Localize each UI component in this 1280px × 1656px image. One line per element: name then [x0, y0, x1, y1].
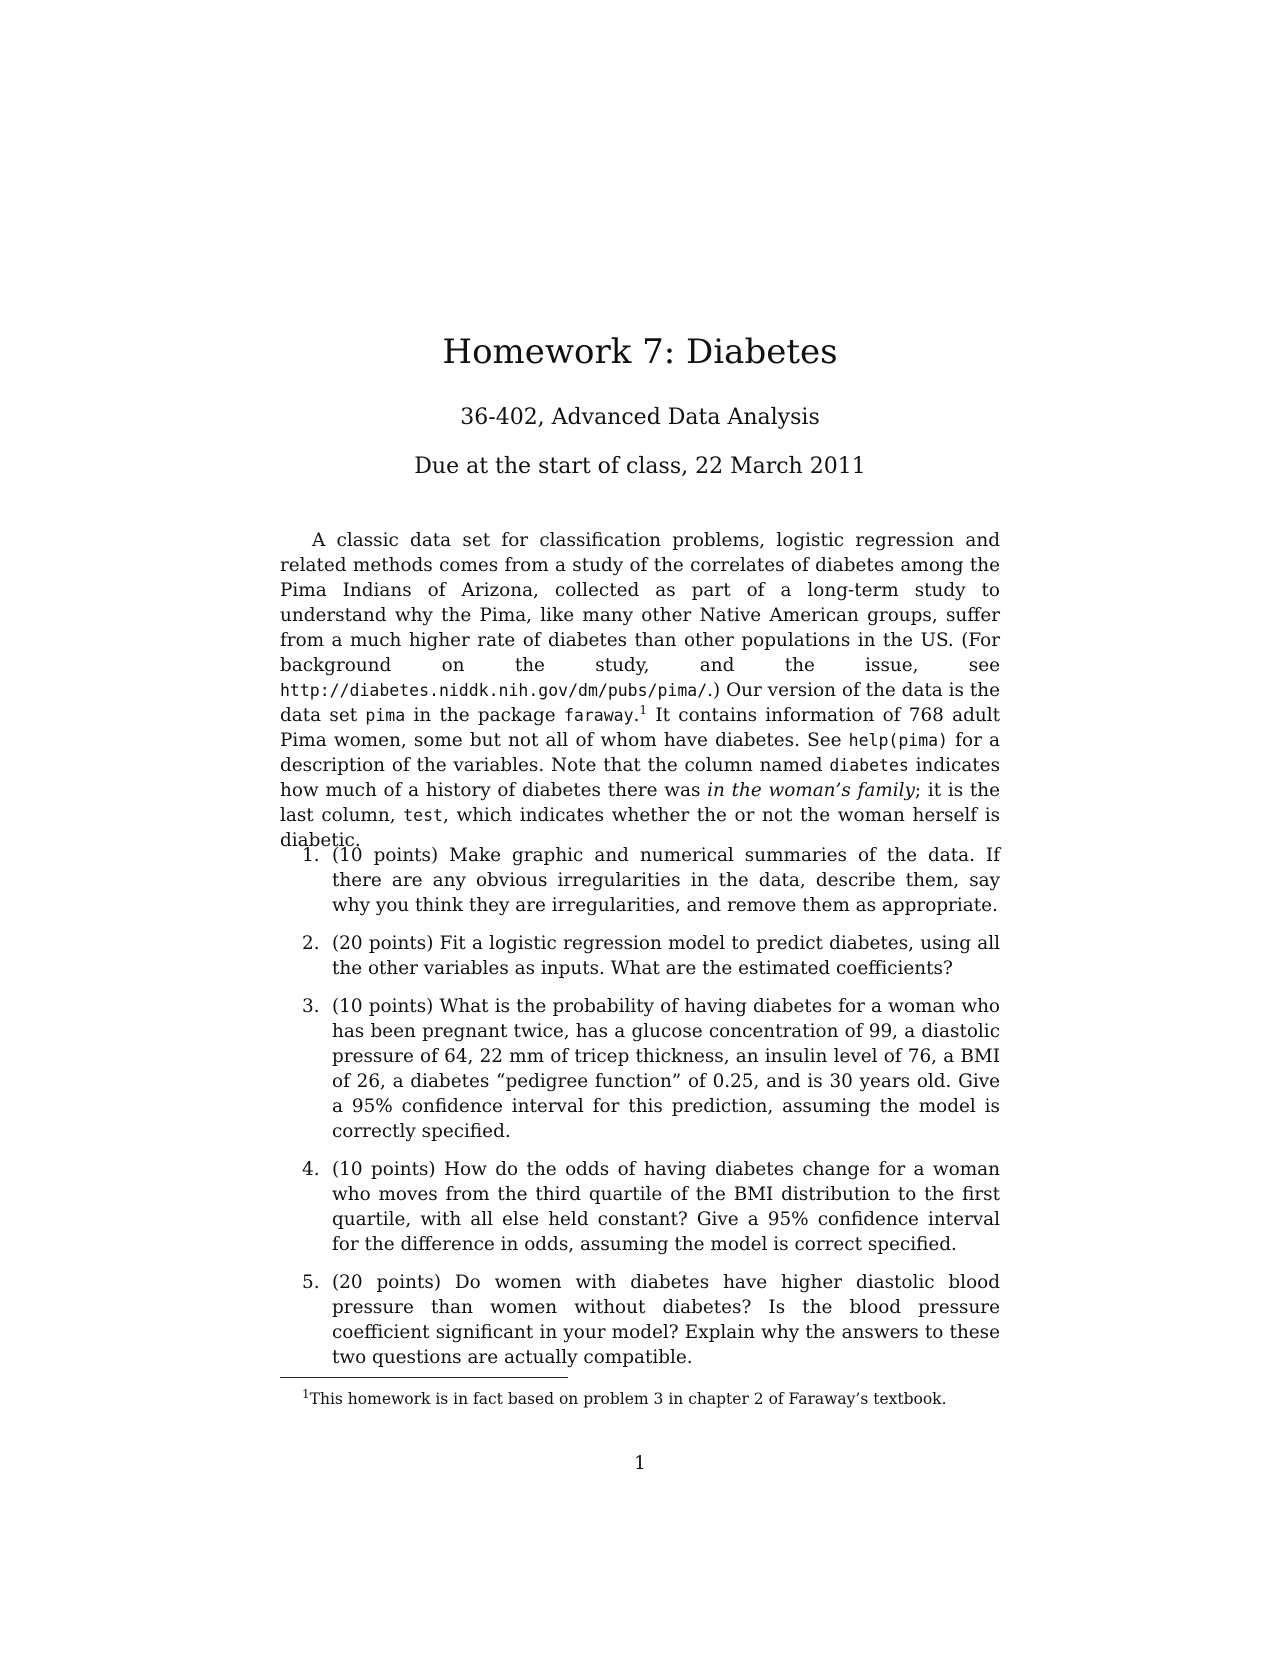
- question-number: 5.: [302, 1272, 320, 1293]
- question-list: [280, 843, 1000, 1383]
- question-item: [280, 843, 1000, 918]
- question-item: [280, 931, 1000, 981]
- question-number: 4.: [302, 1159, 320, 1180]
- question-item: [280, 994, 1000, 1144]
- question-item: [280, 1157, 1000, 1257]
- code-diabetes: diabetes: [829, 756, 909, 775]
- background-url: http://diabetes.niddk.nih.gov/dm/pubs/pima/: [280, 681, 708, 700]
- footnote: [280, 1386, 1000, 1409]
- footnote-mark: 1: [639, 702, 648, 717]
- question-text: (10 points) Make graphic and numerical summaries of the data. If there are any obvious irregularities in the data, describe them, say why you think they are irregularities, and remove them as appropriate.: [332, 845, 1000, 916]
- page-number: 1: [634, 1453, 646, 1474]
- intro-text-3b: .: [633, 705, 640, 726]
- question-text: (20 points) Do women with diabetes have higher diastolic blood pressure than women without diabetes? Is the blood pressure coefficient significant in your model? Explain why the answers to these two questions are actually compatible.: [332, 1272, 1000, 1368]
- question-number: 2.: [302, 933, 320, 954]
- intro-paragraph: [280, 528, 1000, 853]
- footnote-divider: [280, 1377, 568, 1378]
- intro-text-2: .) Our version of the data is the data set: [280, 680, 1000, 726]
- footnote-number: 1: [302, 1386, 310, 1401]
- due-date: Due at the start of class, 22 March 2011: [414, 454, 866, 479]
- code-pima: pima: [365, 706, 406, 725]
- question-text: (10 points) What is the probability of having diabetes for a woman who has been pregnant twice, has a glucose concentration of 99, a diastolic pressure of 64, 22 mm of tricep thickness, an insulin level of 76, a BMI of 26, a diabetes “pedigree function” of 0.25, and is 30 years old. Give a 95% confidence interval for this prediction, assuming the model is correctly specified.: [332, 996, 1000, 1142]
- question-text: (10 points) How do the odds of having diabetes change for a woman who moves from the third quartile of the BMI distribution to the first quartile, with all else held constant? Give a 95% confidence interval for the difference in odds, assuming the model is correct specified.: [332, 1159, 1000, 1255]
- intro-text-7: ; it is the last column,: [280, 780, 1000, 826]
- document-title: Homework 7: Diabetes: [442, 332, 838, 372]
- code-test: test: [403, 806, 443, 825]
- question-number: 3.: [302, 996, 320, 1017]
- intro-text-8: , which indicates whether the or not the woman herself is diabetic.: [280, 805, 1001, 851]
- code-help-pima: help(pima): [848, 731, 948, 750]
- intro-text-3: in the package: [405, 705, 564, 726]
- intro-text-4: It contains information of 768 adult Pima women, some but not all of whom have diabetes. See: [280, 705, 1001, 751]
- code-faraway: faraway: [563, 706, 634, 725]
- intro-text-1: A classic data set for classification problems, logistic regression and related methods comes from a study of the correlates of diabetes among the Pima Indians of Arizona, collected as part of a long-term study to understand why the Pima, like many other Native American groups, suffer from a much higher rate of diabetes than other populations in the US. (For background on the study, and the issue, see: [280, 530, 1000, 676]
- question-item: [280, 1270, 1000, 1370]
- course-subtitle: 36-402, Advanced Data Analysis: [460, 405, 820, 430]
- emphasis-family: in the woman’s family: [707, 780, 915, 801]
- footnote-text: This homework is in fact based on problem 3 in chapter 2 of Faraway’s textbook.: [309, 1390, 947, 1408]
- question-number: 1.: [302, 845, 320, 866]
- question-text: (20 points) Fit a logistic regression model to predict diabetes, using all the other variables as inputs. What are the estimated coefficients?: [332, 933, 1000, 979]
- intro-text-5: for a description of the variables. Note that the column named: [280, 730, 1001, 776]
- intro-text-6: indicates how much of a history of diabetes there was: [280, 755, 1001, 801]
